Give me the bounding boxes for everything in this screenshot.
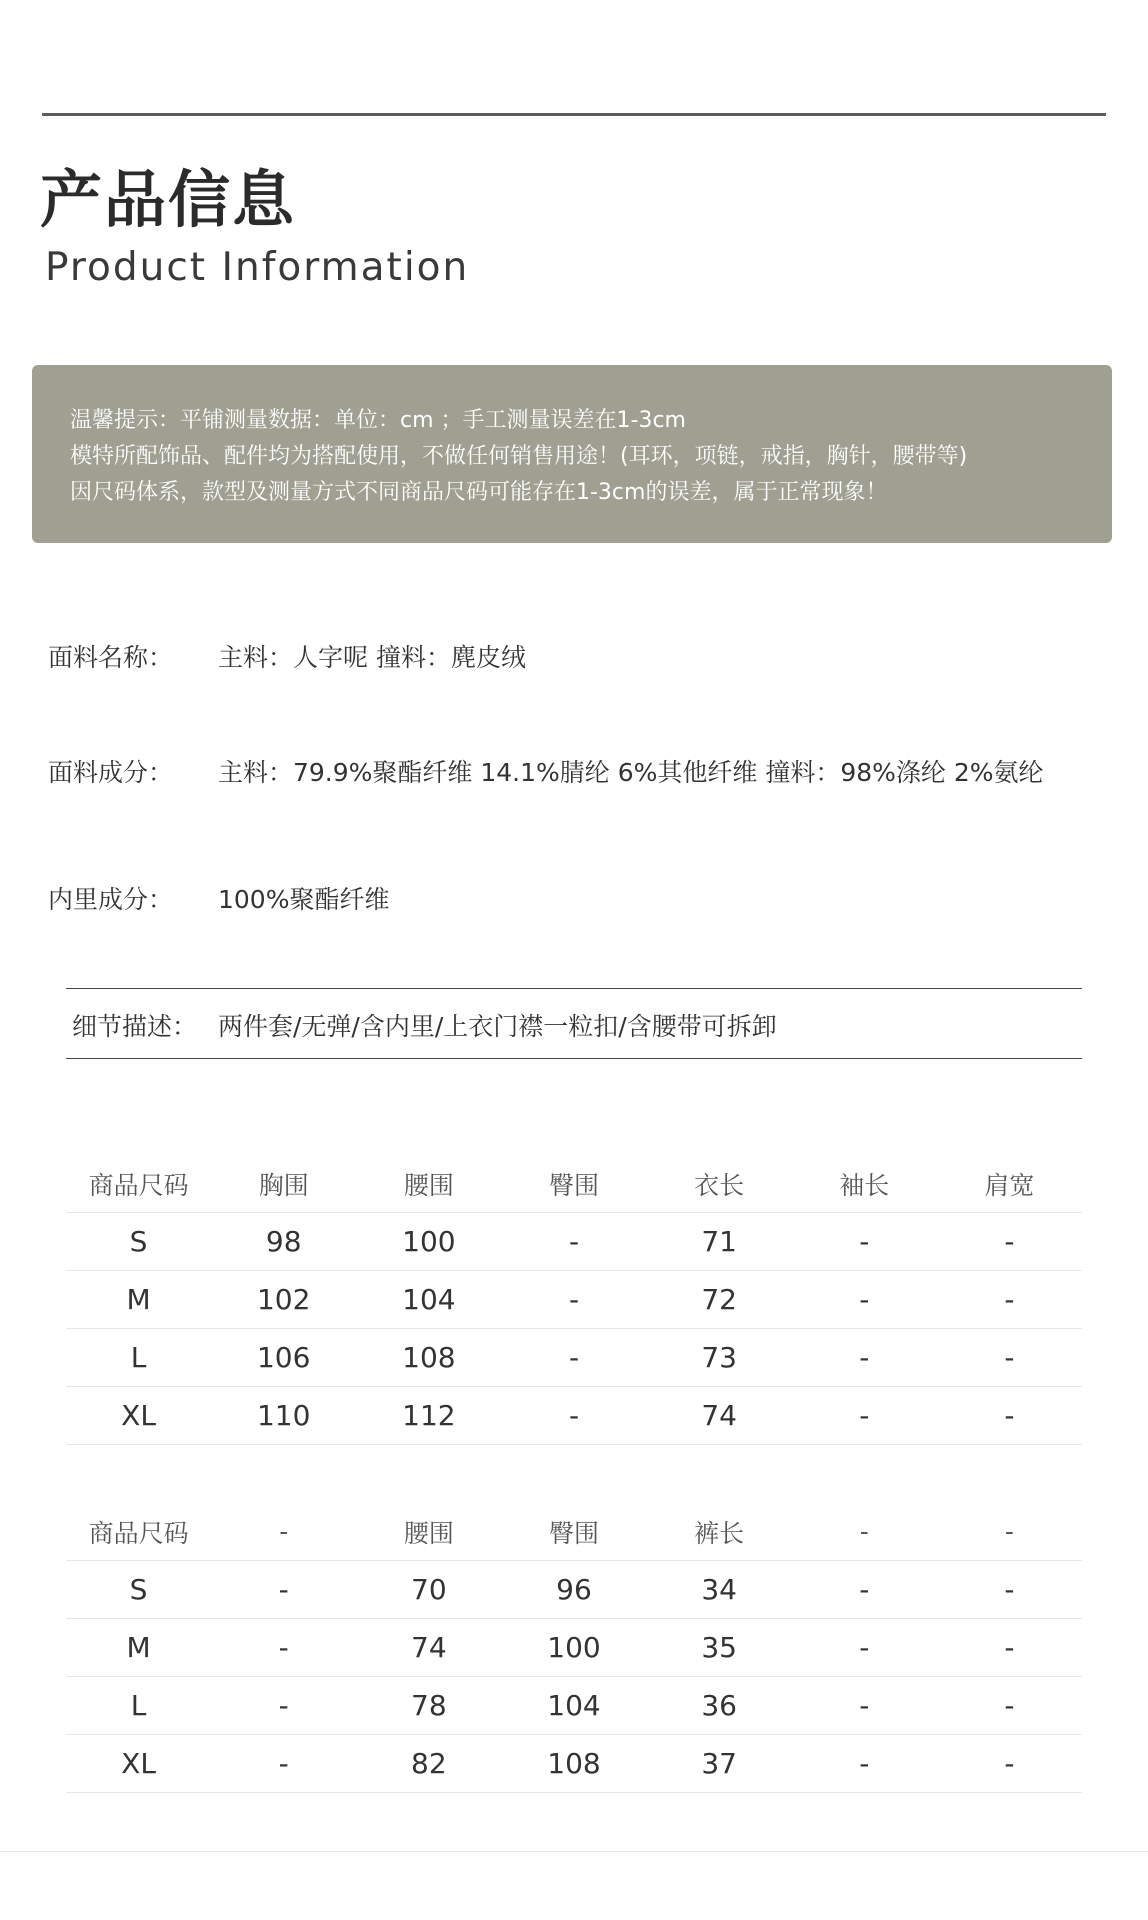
table-cell: L [66, 1677, 211, 1735]
fabric-composition-label: 面料成分： [48, 758, 174, 787]
table-cell: 104 [501, 1677, 646, 1735]
table-cell: 96 [501, 1561, 646, 1619]
table-cell: 102 [211, 1271, 356, 1329]
table-cell: 71 [647, 1213, 792, 1271]
fabric-name-value: 主料：人字呢 撞料：麂皮绒 [218, 643, 526, 672]
header-cell: 商品尺码 [66, 1503, 211, 1561]
table-cell: S [66, 1213, 211, 1271]
table-cell: 70 [356, 1561, 501, 1619]
top-divider [42, 113, 1106, 116]
table-cell: 78 [356, 1677, 501, 1735]
notice-line: 模特所配饰品、配件均为搭配使用，不做任何销售用途！(耳环，项链，戒指，胸针，腰带等) [70, 444, 968, 469]
table-cell: - [501, 1213, 646, 1271]
table-row [66, 1561, 1082, 1619]
header-cell: 臀围 [501, 1155, 646, 1213]
bottom-divider [0, 1851, 1148, 1852]
table-cell: 98 [211, 1213, 356, 1271]
table-cell: 100 [501, 1619, 646, 1677]
bottom-size-table [66, 1503, 1082, 1793]
table-cell: 73 [647, 1329, 792, 1387]
table-cell: 108 [356, 1329, 501, 1387]
table-row [66, 1619, 1082, 1677]
table-cell: - [937, 1735, 1082, 1793]
header-cell: 袖长 [792, 1155, 937, 1213]
header-cell: 裤长 [647, 1503, 792, 1561]
lining-label: 内里成分： [48, 885, 174, 914]
table-cell: 72 [647, 1271, 792, 1329]
notice-line: 温馨提示：平铺测量数据：单位：cm ；手工测量误差在1-3cm [70, 408, 686, 433]
table-cell: - [937, 1271, 1082, 1329]
table-cell: - [937, 1329, 1082, 1387]
fabric-composition-value: 主料：79.9%聚酯纤维 14.1%腈纶 6%其他纤维 撞料：98%涤纶 2%氨纶 [218, 758, 1044, 787]
table-header-row [66, 1155, 1082, 1213]
table-cell: 36 [647, 1677, 792, 1735]
fabric-name-label: 面料名称： [48, 643, 174, 672]
detail-label: 细节描述： [72, 1012, 198, 1041]
notice-box [32, 365, 1112, 543]
notice-line: 因尺码体系，款型及测量方式不同商品尺码可能存在1-3cm的误差，属于正常现象！ [70, 480, 888, 505]
lining-value: 100%聚酯纤维 [218, 885, 390, 914]
table-cell: - [792, 1561, 937, 1619]
detail-top-divider [66, 988, 1082, 989]
table-cell: - [792, 1387, 937, 1445]
page-title: 产品信息 [40, 163, 297, 236]
table-cell: - [211, 1735, 356, 1793]
header-cell: 商品尺码 [66, 1155, 211, 1213]
table-cell: 74 [356, 1619, 501, 1677]
table-cell: - [937, 1387, 1082, 1445]
header-cell: - [937, 1503, 1082, 1561]
table-cell: 35 [647, 1619, 792, 1677]
table-cell: - [792, 1329, 937, 1387]
table-cell: M [66, 1271, 211, 1329]
table-cell: - [937, 1677, 1082, 1735]
header-cell: 臀围 [501, 1503, 646, 1561]
table-cell: 110 [211, 1387, 356, 1445]
table-row [66, 1735, 1082, 1793]
table-cell: - [792, 1271, 937, 1329]
table-cell: 82 [356, 1735, 501, 1793]
table-cell: - [211, 1561, 356, 1619]
table-row [66, 1271, 1082, 1329]
page-subtitle: Product Information [45, 245, 470, 290]
header-cell: 腰围 [356, 1503, 501, 1561]
table-row [66, 1387, 1082, 1445]
table-row [66, 1213, 1082, 1271]
table-row [66, 1329, 1082, 1387]
table-cell: - [792, 1677, 937, 1735]
header-cell: - [792, 1503, 937, 1561]
table-cell: 106 [211, 1329, 356, 1387]
table-cell: 104 [356, 1271, 501, 1329]
table-cell: - [792, 1619, 937, 1677]
top-size-table [66, 1155, 1082, 1445]
table-cell: - [501, 1329, 646, 1387]
table-cell: - [501, 1387, 646, 1445]
header-cell: 衣长 [647, 1155, 792, 1213]
table-cell: - [937, 1619, 1082, 1677]
table-cell: - [211, 1677, 356, 1735]
table-cell: 112 [356, 1387, 501, 1445]
table-cell: 37 [647, 1735, 792, 1793]
detail-bottom-divider [66, 1058, 1082, 1059]
header-cell: 腰围 [356, 1155, 501, 1213]
table-cell: - [501, 1271, 646, 1329]
table-cell: L [66, 1329, 211, 1387]
table-cell: 108 [501, 1735, 646, 1793]
header-cell: 肩宽 [937, 1155, 1082, 1213]
table-cell: - [211, 1619, 356, 1677]
table-cell: - [937, 1213, 1082, 1271]
table-cell: - [937, 1561, 1082, 1619]
table-header-row [66, 1503, 1082, 1561]
table-cell: XL [66, 1387, 211, 1445]
table-cell: - [792, 1213, 937, 1271]
header-cell: 胸围 [211, 1155, 356, 1213]
table-cell: - [792, 1735, 937, 1793]
table-cell: 74 [647, 1387, 792, 1445]
table-cell: M [66, 1619, 211, 1677]
table-cell: 100 [356, 1213, 501, 1271]
table-cell: XL [66, 1735, 211, 1793]
header-cell: - [211, 1503, 356, 1561]
table-row [66, 1677, 1082, 1735]
table-cell: S [66, 1561, 211, 1619]
detail-value: 两件套/无弹/含内里/上衣门襟一粒扣/含腰带可拆卸 [218, 1012, 777, 1041]
table-cell: 34 [647, 1561, 792, 1619]
